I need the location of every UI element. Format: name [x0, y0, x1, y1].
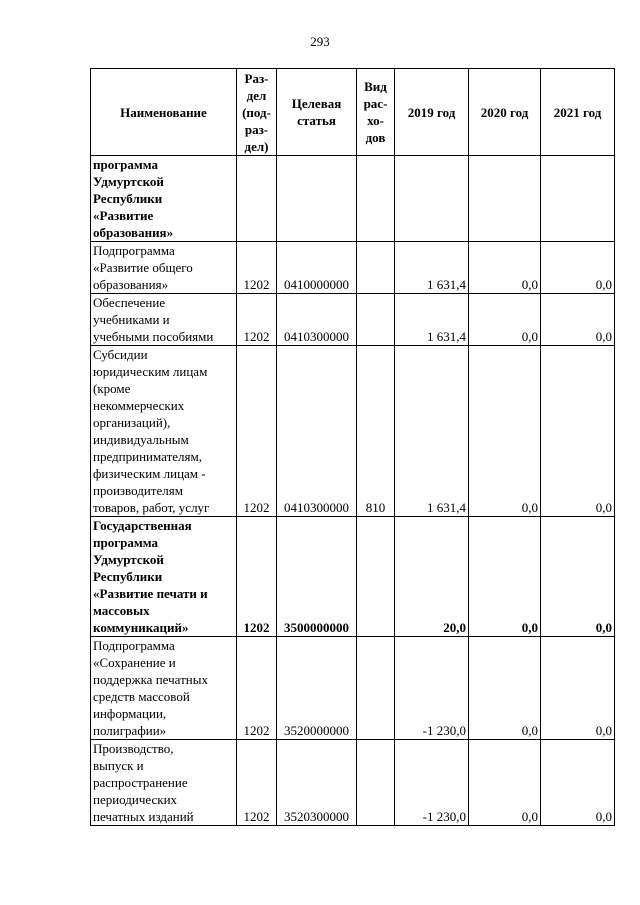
cell-name: Подпрограмма «Сохранение и поддержка печатных средств массовой информации, полиграфии»	[91, 637, 237, 740]
header-name: Наименование	[91, 69, 237, 156]
page-number: 293	[310, 34, 330, 49]
cell-razdel: 1202	[237, 242, 277, 294]
cell-name: Субсидии юридическим лицам (кроме некоммерческих организаций), индивидуальным предпринимателям, физическим лицам - производителям товаров, работ, услуг	[91, 346, 237, 517]
header-2021: 2021 год	[541, 69, 615, 156]
cell-vid	[357, 740, 395, 826]
cell-article: 0410300000	[277, 294, 357, 346]
cell-2020: 0,0	[469, 242, 541, 294]
cell-razdel: 1202	[237, 294, 277, 346]
cell-article: 3500000000	[277, 517, 357, 637]
table-row	[91, 740, 615, 826]
cell-razdel: 1202	[237, 346, 277, 517]
cell-2021	[541, 156, 615, 242]
cell-2019: -1 230,0	[395, 637, 469, 740]
cell-razdel: 1202	[237, 740, 277, 826]
cell-vid	[357, 637, 395, 740]
cell-2019	[395, 156, 469, 242]
cell-name: Подпрограмма «Развитие общего образования»	[91, 242, 237, 294]
cell-2021: 0,0	[541, 242, 615, 294]
table-row	[91, 294, 615, 346]
cell-article: 3520300000	[277, 740, 357, 826]
cell-2020: 0,0	[469, 517, 541, 637]
budget-table	[90, 68, 615, 826]
cell-2021: 0,0	[541, 346, 615, 517]
cell-2020	[469, 156, 541, 242]
cell-2020: 0,0	[469, 294, 541, 346]
cell-2020: 0,0	[469, 346, 541, 517]
cell-article	[277, 156, 357, 242]
header-razdel: Раз- дел (под- раз- дел)	[237, 69, 277, 156]
table-row	[91, 156, 615, 242]
cell-2021: 0,0	[541, 517, 615, 637]
cell-2021: 0,0	[541, 637, 615, 740]
cell-2019: -1 230,0	[395, 740, 469, 826]
cell-name: Производство, выпуск и распространение периодических печатных изданий	[91, 740, 237, 826]
cell-name: Государственная программа Удмуртской Республики «Развитие печати и массовых коммуникаций»	[91, 517, 237, 637]
cell-article: 0410300000	[277, 346, 357, 517]
cell-2019: 20,0	[395, 517, 469, 637]
cell-razdel	[237, 156, 277, 242]
cell-name: программа Удмуртской Республики «Развитие образования»	[91, 156, 237, 242]
cell-vid	[357, 156, 395, 242]
header-vid: Вид рас- хо- дов	[357, 69, 395, 156]
cell-razdel: 1202	[237, 637, 277, 740]
cell-2021: 0,0	[541, 294, 615, 346]
cell-vid: 810	[357, 346, 395, 517]
cell-2019: 1 631,4	[395, 346, 469, 517]
table-row	[91, 517, 615, 637]
cell-name: Обеспечение учебниками и учебными пособиями	[91, 294, 237, 346]
cell-article: 0410000000	[277, 242, 357, 294]
header-row	[91, 69, 615, 156]
cell-vid	[357, 517, 395, 637]
cell-vid	[357, 242, 395, 294]
cell-2020: 0,0	[469, 740, 541, 826]
cell-2021: 0,0	[541, 740, 615, 826]
cell-2019: 1 631,4	[395, 294, 469, 346]
cell-vid	[357, 294, 395, 346]
header-2019: 2019 год	[395, 69, 469, 156]
cell-razdel: 1202	[237, 517, 277, 637]
cell-2020: 0,0	[469, 637, 541, 740]
table-row	[91, 242, 615, 294]
cell-article: 3520000000	[277, 637, 357, 740]
table-row	[91, 637, 615, 740]
header-2020: 2020 год	[469, 69, 541, 156]
table-row	[91, 346, 615, 517]
header-article: Целевая статья	[277, 69, 357, 156]
cell-2019: 1 631,4	[395, 242, 469, 294]
